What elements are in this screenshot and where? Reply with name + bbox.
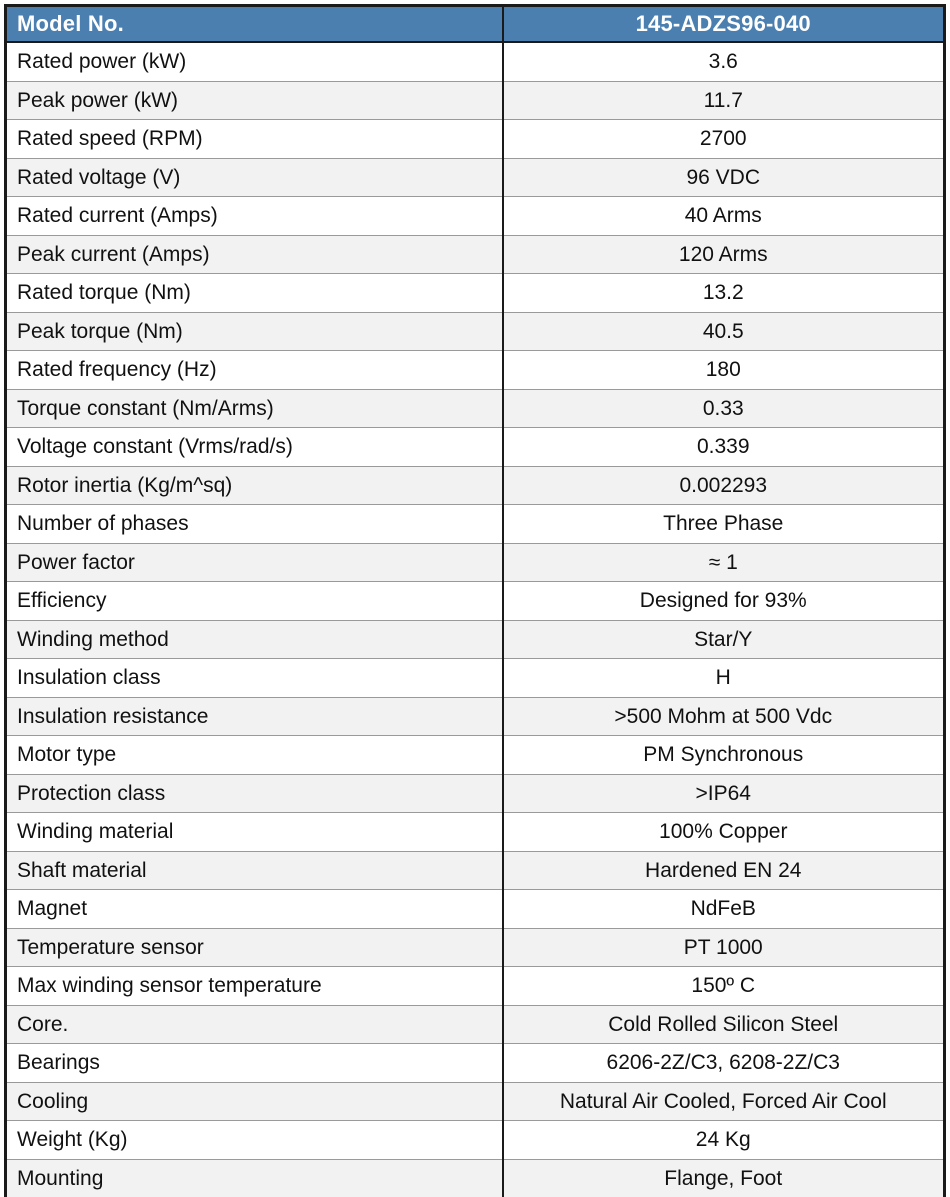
spec-label: Shaft material	[6, 851, 503, 890]
table-row	[6, 1005, 945, 1044]
table-row	[6, 1082, 945, 1121]
table-row	[6, 967, 945, 1006]
table-row	[6, 543, 945, 582]
spec-label: Rated speed (RPM)	[6, 120, 503, 159]
spec-value: Designed for 93%	[503, 582, 945, 621]
table-row	[6, 851, 945, 890]
spec-value: Cold Rolled Silicon Steel	[503, 1005, 945, 1044]
spec-value: Star/Y	[503, 620, 945, 659]
spec-value: 180	[503, 351, 945, 390]
spec-label: Motor type	[6, 736, 503, 775]
table-row	[6, 197, 945, 236]
spec-value: Hardened EN 24	[503, 851, 945, 890]
table-row	[6, 890, 945, 929]
spec-value: 0.002293	[503, 466, 945, 505]
spec-value: ≈ 1	[503, 543, 945, 582]
spec-label: Protection class	[6, 774, 503, 813]
spec-value: Three Phase	[503, 505, 945, 544]
spec-label: Peak current (Amps)	[6, 235, 503, 274]
spec-value: 3.6	[503, 42, 945, 81]
table-row	[6, 351, 945, 390]
spec-label: Core.	[6, 1005, 503, 1044]
spec-value: 120 Arms	[503, 235, 945, 274]
table-row	[6, 1121, 945, 1160]
spec-label: Efficiency	[6, 582, 503, 621]
spec-value: 0.339	[503, 428, 945, 467]
spec-value: >IP64	[503, 774, 945, 813]
table-row	[6, 505, 945, 544]
table-row	[6, 1044, 945, 1083]
spec-label: Rated torque (Nm)	[6, 274, 503, 313]
table-row	[6, 582, 945, 621]
spec-label: Peak torque (Nm)	[6, 312, 503, 351]
table-row	[6, 120, 945, 159]
spec-label: Temperature sensor	[6, 928, 503, 967]
spec-label: Cooling	[6, 1082, 503, 1121]
spec-value: PT 1000	[503, 928, 945, 967]
table-row	[6, 466, 945, 505]
spec-value: PM Synchronous	[503, 736, 945, 775]
spec-value: 96 VDC	[503, 158, 945, 197]
spec-value: 100% Copper	[503, 813, 945, 852]
spec-value: H	[503, 659, 945, 698]
specification-table	[4, 4, 946, 1197]
spec-label: Rated power (kW)	[6, 42, 503, 81]
spec-label: Rated voltage (V)	[6, 158, 503, 197]
table-row	[6, 620, 945, 659]
table-row	[6, 697, 945, 736]
spec-label: Peak power (kW)	[6, 81, 503, 120]
spec-value: Natural Air Cooled, Forced Air Cool	[503, 1082, 945, 1121]
table-header	[6, 6, 945, 43]
spec-value: NdFeB	[503, 890, 945, 929]
spec-label: Winding method	[6, 620, 503, 659]
spec-label: Number of phases	[6, 505, 503, 544]
table-row	[6, 659, 945, 698]
spec-value: 24 Kg	[503, 1121, 945, 1160]
spec-value: 2700	[503, 120, 945, 159]
spec-label: Voltage constant (Vrms/rad/s)	[6, 428, 503, 467]
spec-value: 40 Arms	[503, 197, 945, 236]
spec-label: Insulation class	[6, 659, 503, 698]
spec-label: Insulation resistance	[6, 697, 503, 736]
table-row	[6, 312, 945, 351]
spec-label: Mounting	[6, 1159, 503, 1197]
spec-value: Flange, Foot	[503, 1159, 945, 1197]
spec-value: 0.33	[503, 389, 945, 428]
spec-label: Max winding sensor temperature	[6, 967, 503, 1006]
spec-value: >500 Mohm at 500 Vdc	[503, 697, 945, 736]
spec-label: Rated frequency (Hz)	[6, 351, 503, 390]
table-row	[6, 1159, 945, 1197]
spec-label: Winding material	[6, 813, 503, 852]
table-row	[6, 813, 945, 852]
spec-value: 150º C	[503, 967, 945, 1006]
table-row	[6, 389, 945, 428]
spec-label: Rated current (Amps)	[6, 197, 503, 236]
spec-value: 40.5	[503, 312, 945, 351]
table-row	[6, 736, 945, 775]
spec-label: Magnet	[6, 890, 503, 929]
spec-label: Weight (Kg)	[6, 1121, 503, 1160]
table-row	[6, 928, 945, 967]
spec-label: Torque constant (Nm/Arms)	[6, 389, 503, 428]
table-row	[6, 774, 945, 813]
table-row	[6, 42, 945, 81]
spec-label: Power factor	[6, 543, 503, 582]
spec-value: 11.7	[503, 81, 945, 120]
spec-value: 6206-2Z/C3, 6208-2Z/C3	[503, 1044, 945, 1083]
model-no-value: 145-ADZS96-040	[503, 6, 945, 43]
table-row	[6, 235, 945, 274]
table-row	[6, 81, 945, 120]
model-no-header: Model No.	[6, 6, 503, 43]
table-row	[6, 428, 945, 467]
spec-value: 13.2	[503, 274, 945, 313]
table-header-row	[6, 6, 945, 43]
table-row	[6, 274, 945, 313]
table-row	[6, 158, 945, 197]
spec-label: Bearings	[6, 1044, 503, 1083]
table-body	[6, 42, 945, 1197]
spec-label: Rotor inertia (Kg/m^sq)	[6, 466, 503, 505]
